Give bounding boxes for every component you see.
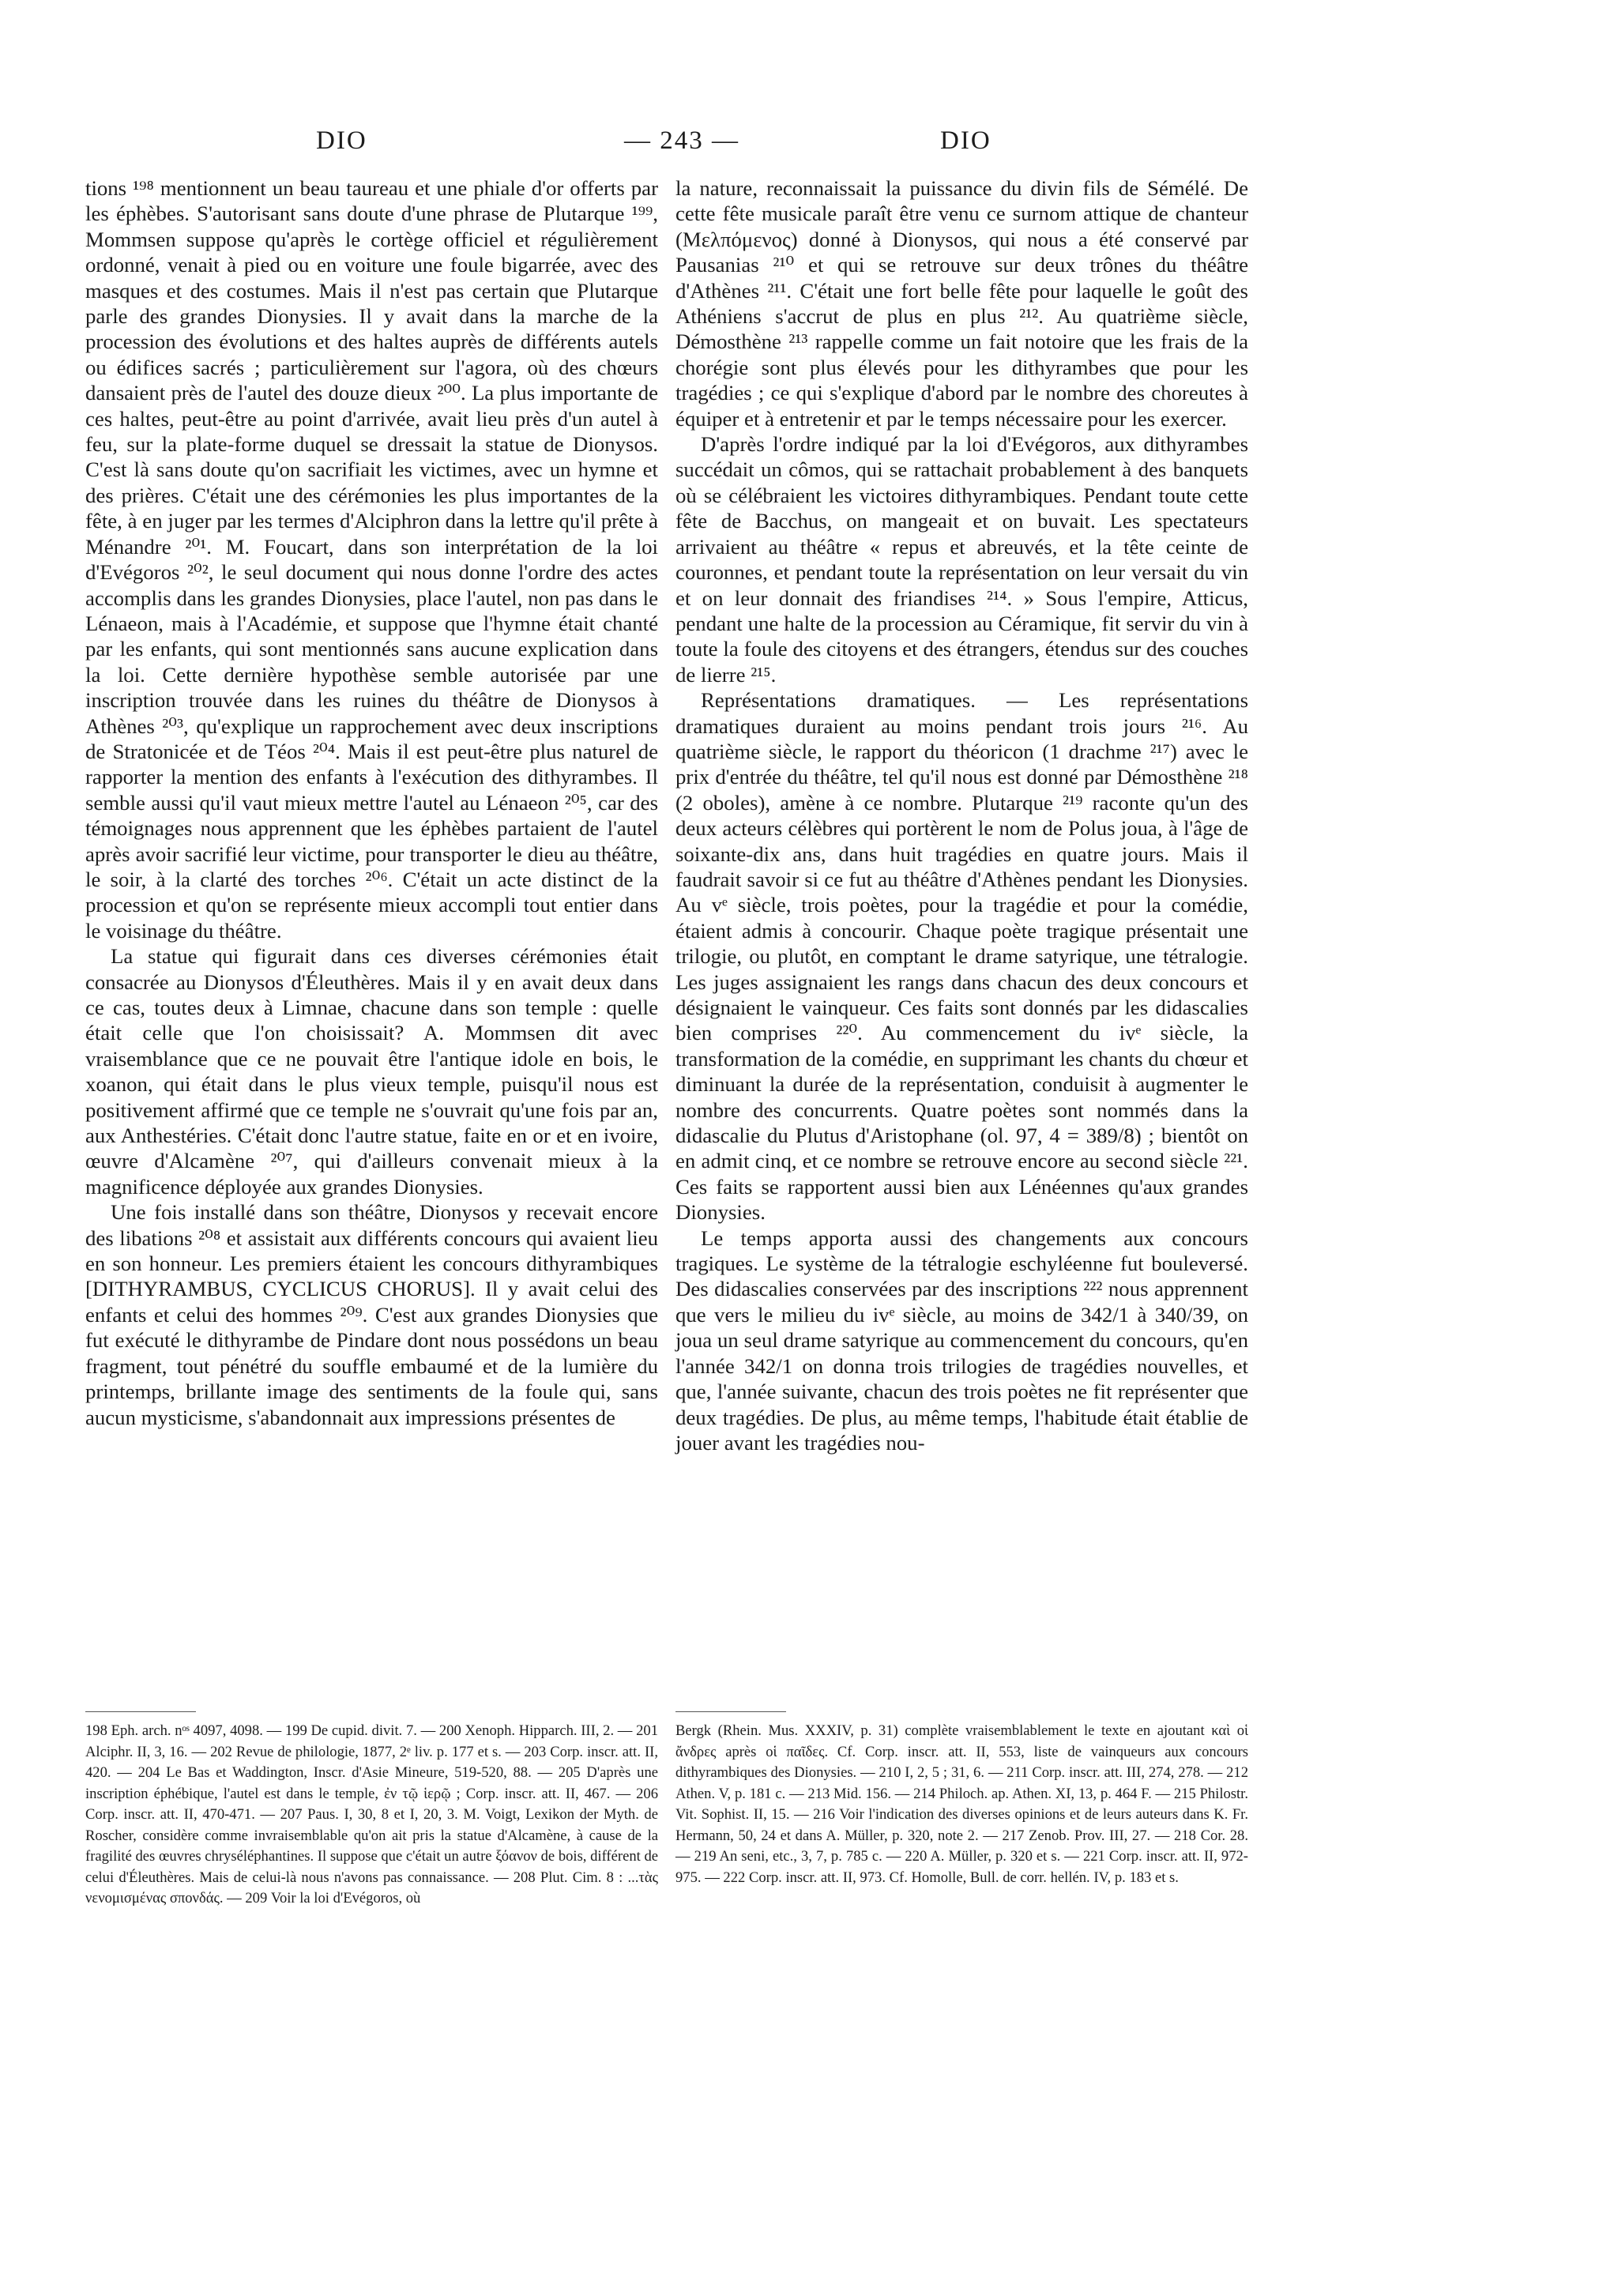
paragraph: Une fois installé dans son théâtre, Dionysos y recevait encore des libations ²⁰⁸ et assistait aux différents concours qui avaient lieu en son honneur. Les premiers étaient les concours dithyrambiques [DITHYRAMBUS, CYCLICUS CHORUS]. Il y avait celui des enfants et celui des hommes ²⁰⁹. C'est aux grandes Dionysies que fut exécuté le dithyrambe de Pindare dont nous possédons un beau fragment, tout pénétré du souffle embaumé et de la lumière du printemps, brillante image des sentiments de la foule qui, sans aucun mysticisme, s'abandonnait aux impressions présentes de bbox=[85, 1200, 658, 1429]
paragraph: Le temps apporta aussi des changements aux concours tragiques. Le système de la tétralogie eschyléenne fut bouleversé. Des didascalies conservées par des inscriptions ²²² nous apprennent que vers le milieu du ivᵉ siècle, au moins de 342/1 à 340/39, on joua un seul drame satyrique au commencement du concours, qu'en l'année 342/1 on donna trois trilogies de tragédies nouvelles, et que, l'année suivante, chacun des trois poètes ne fit représenter que deux tragédies. De plus, au même temps, l'habitude était établie de jouer avant les tragédies nou- bbox=[675, 1225, 1248, 1455]
footnotes-left bbox=[85, 1721, 658, 1910]
paragraph: D'après l'ordre indiqué par la loi d'Evégoros, aux dithyrambes succédait un cômos, qui se rattachait probablement à des banquets où se célébraient les victoires dithyrambiques. Pendant toute cette fête de Bacchus, on mangeait et on buvait. Les spectateurs arrivaient au théâtre « repus et abreuvés, et la tête ceinte de couronnes, et pendant toute la représentation on leur versait du vin et on leur donnait des friandises ²¹⁴. » Sous l'empire, Atticus, pendant une halte de la procession au Céramique, fit servir du vin à toute la foule des citoyens et des étrangers, étendus sur des couches de lierre ²¹⁵. bbox=[675, 432, 1248, 687]
running-head-right: DIO bbox=[940, 126, 991, 155]
footnote-text: Bergk (Rhein. Mus. XXXIV, p. 31) complète vraisemblablement le texte en ajoutant καὶ οἱ ἄνδρες après οἱ παῖδες. Cf. Corp. inscr. att. II, 553, liste de vainqueurs aux concours dithyrambiques des Dionysies. — 210 I, 2, 5 ; 31, 6. — 211 Corp. inscr. att. III, 274, 278. — 212 Athen. V, p. 181 c. — 213 Mid. 156. — 214 Philoch. ap. Athen. XI, 13, p. 464 F. — 215 Philostr. Vit. Sophist. II, 15. — 216 Voir l'indication des diverses opinions et de leurs auteurs dans K. Fr. Hermann, 50, 24 et dans A. Müller, p. 320, note 2. — 217 Zenob. Prov. III, 27. — 218 Cor. 28. — 219 An seni, etc., 3, 7, p. 785 c. — 220 A. Müller, p. 320 et s. — 221 Corp. inscr. att. II, 972-975. — 222 Corp. inscr. att. II, 973. Cf. Homolle, Bull. de corr. hellén. IV, p. 183 et s. bbox=[675, 1722, 1248, 1886]
right-column bbox=[675, 175, 1248, 1455]
paragraph: tions ¹⁹⁸ mentionnent un beau taureau et une phiale d'or offerts par les éphèbes. S'autorisant sans doute d'une phrase de Plutarque ¹⁹⁹, Mommsen suppose qu'après le cortège officiel et régulièrement ordonné, venait à pied ou en voiture une foule bigarrée, avec des masques et des costumes. Mais il n'est pas certain que Plutarque parle des grandes Dionysies. Il y avait dans la marche de la procession des évolutions et des haltes auprès de différents autels ou édifices sacrés ; particulièrement sur l'agora, où des chœurs dansaient près de l'autel des douze dieux ²⁰⁰. La plus importante de ces haltes, peut-être au point d'arrivée, avait lieu près d'un autel à feu, sur la plate-forme duquel se dressait la statue de Dionysos. C'est là sans doute qu'on sacrifiait les victimes, avec un hymne et des prières. C'était une des cérémonies les plus importantes de la fête, à en juger par les termes d'Alciphron dans la lettre qu'il prête à Ménandre ²⁰¹. M. Foucart, dans son interprétation de la loi d'Evégoros ²⁰², le seul document qui nous donne l'ordre des actes accomplis dans les grandes Dionysies, place l'autel, non pas dans le Lénaeon, mais à l'Académie, et suppose que l'hymne était chanté par les enfants, qui sont mentionnés sans aucune explication dans la loi. Cette dernière hypothèse semble autorisée par une inscription trouvée dans les ruines du théâtre de Dionysos à Athènes ²⁰³, qu'explique un rapprochement avec deux inscriptions de Stratonicée et de Téos ²⁰⁴. Mais il est peut-être plus naturel de rapporter la mention des enfants à l'exécution des dithyrambes. Il semble aussi qu'il vaut mieux mettre l'autel au Lénaeon ²⁰⁵, car des témoignages nous apprennent que les éphèbes partaient de l'autel après avoir sacrifié leur victime, pour transporter le dieu au théâtre, le soir, à la clarté des torches ²⁰⁶. C'était un acte distinct de la procession et qu'on se représente mieux accompli tout entier dans le voisinage du théâtre. bbox=[85, 176, 658, 943]
paragraph: Représentations dramatiques. — Les représentations dramatiques duraient au moins pendant trois jours ²¹⁶. Au quatrième siècle, le rapport du théoricon (1 drachme ²¹⁷) avec le prix d'entrée du théâtre, tel qu'il nous est donné par Démosthène ²¹⁸ (2 oboles), amène à ce nombre. Plutarque ²¹⁹ raconte qu'un des deux acteurs célèbres qui portèrent le nom de Polus joua, à l'âge de soixante-dix ans, dans huit tragédies en quatre jours. Mais il faudrait savoir si ce fut au théâtre d'Athènes pendant les Dionysies. Au vᵉ siècle, trois poètes, pour la tragédie et pour la comédie, étaient admis à concourir. Chaque poète tragique présentait une trilogie, ou plutôt, en comptant le drame satyrique, une tétralogie. Les juges assignaient les rangs dans chacun des deux concours et désignaient le vainqueur. Ces faits sont donnés par les didascalies bien comprises ²²⁰. Au commencement du ivᵉ siècle, la transformation de la comédie, en supprimant les chants du chœur et diminuant la durée de la représentation, conduisit à augmenter le nombre des concurrents. Quatre poètes sont nommés dans la didascalie du Plutus d'Aristophane (ol. 97, 4 = 389/8) ; bientôt on en admit cinq, et ce nombre se retrouve encore au second siècle ²²¹. Ces faits se rapportent aussi bien aux Lénéennes qu'aux grandes Dionysies. bbox=[675, 688, 1248, 1225]
footnote-rule-right bbox=[675, 1711, 786, 1712]
paragraph: La statue qui figurait dans ces diverses cérémonies était consacrée au Dionysos d'Éleuthères. Mais il y en avait deux dans ce cas, toutes deux à Limnae, chacune dans son temple : quelle était celle que l'on choisissait? A. Mommsen dit avec vraisemblance que ce ne pouvait être l'antique idole en bois, le xoanon, qui était dans le plus vieux temple, puisqu'il nous est positivement affirmé que ce temple ne s'ouvrait qu'une fois par an, aux Anthestéries. C'était donc l'autre statue, faite en or et en ivoire, œuvre d'Alcamène ²⁰⁷, qui d'ailleurs convenait mieux à la magnificence déployée aux grandes Dionysies. bbox=[85, 944, 658, 1199]
footnote-text: 198 Eph. arch. nᵒˢ 4097, 4098. — 199 De cupid. divit. 7. — 200 Xenoph. Hipparch. III, 2. — 201 Alciphr. II, 3, 16. — 202 Revue de philologie, 1877, 2ᵉ liv. p. 177 et s. — 203 Corp. inscr. att. II, 420. — 204 Le Bas et Waddington, Inscr. d'Asie Mineure, 519-520, 88. — 205 D'après une inscription éphébique, l'autel est dans le temple, ἐν τῷ ἱερῷ ; Corp. inscr. att. II, 467. — 206 Corp. inscr. att. II, 470-471. — 207 Paus. I, 30, 8 et I, 20, 3. M. Voigt, Lexikon der Myth. de Roscher, considère comme invraisemblable qu'on ait pris la statue d'Alcamène, à cause de la fragilité des œuvres chryséléphantines. Il suppose que c'était un autre ξόανον de bois, différent de celui d'Éleuthères. Mais de celui-là nous n'avons pas connaissance. — 208 Plut. Cim. 8 : ...τὰς νενομισμένας σπονδάς. — 209 Voir la loi d'Evégoros, où bbox=[85, 1722, 658, 1906]
footnotes-right bbox=[675, 1721, 1248, 1888]
footnote-rule-left bbox=[85, 1711, 196, 1712]
paragraph: la nature, reconnaissait la puissance du divin fils de Sémélé. De cette fête musicale paraît être venu ce surnom attique de chanteur (Μελπόμενος) donné à Dionysos, qui nous a été conservé par Pausanias ²¹⁰ et qui se retrouve sur deux trônes du théâtre d'Athènes ²¹¹. C'était une fort belle fête pour laquelle le goût des Athéniens s'accrut de plus en plus ²¹². Au quatrième siècle, Démosthène ²¹³ rappelle comme un fait notoire que les frais de la chorégie sont plus élevés pour les dithyrambes que pour les tragédies ; ce qui s'explique d'abord par le nombre des choreutes à équiper et à entretenir et par le temps nécessaire pour les exercer. bbox=[675, 176, 1248, 431]
page-number: — 243 — bbox=[624, 126, 739, 155]
running-head-left: DIO bbox=[316, 126, 367, 155]
left-column bbox=[85, 175, 658, 1430]
